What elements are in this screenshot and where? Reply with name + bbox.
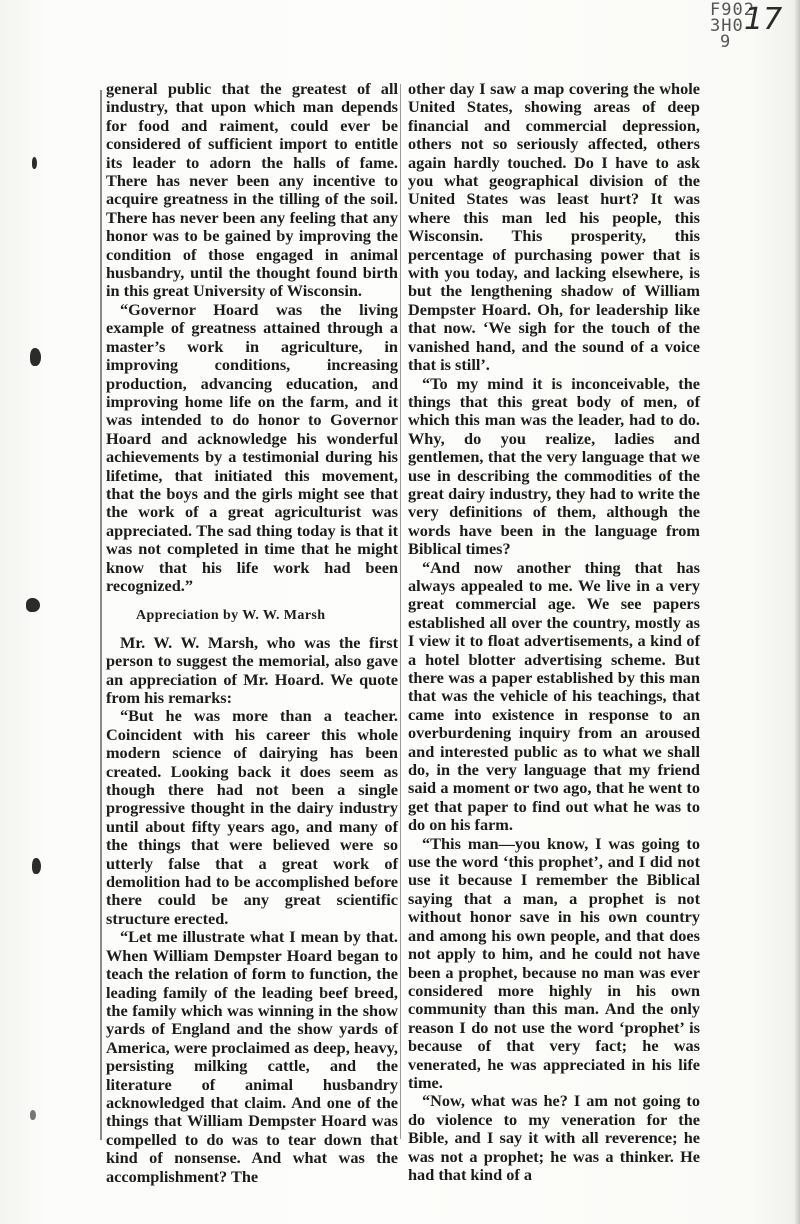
page-number: 17 (744, 2, 783, 37)
right-paragraph-2: “To my mind it is inconceivable, the things that this great body of men, of which this man was the leader, had to do. Why, do you realize, ladies and gentlemen, that the very language that we use in describing the commodities of the great dairy industry, they had to write the very definitions of them, although the words have been in the language from Biblical times? (408, 373, 700, 559)
left-paragraph-2: “Governor Hoard was the living example of greatness attained through a master’s work in agriculture, in improving conditions, increasing production, advancing education, and improving home life on the farm, and it was intended to do honor to Governor Hoard and acknowledge his wonderful achievements by a testimonial during his lifetime, that initiated this movement, that the boys and the girls might see that the work of a great agriculturist was appreciated. The sad thing today is that it was not completed in time that he might know that his life work had been recognized.” (106, 299, 398, 595)
column-divider (400, 84, 401, 1139)
left-column (106, 80, 398, 1186)
annotation-line-2: 3H0 (710, 16, 744, 36)
left-paragraph-5: “Let me illustrate what I mean by that. When William Dempster Hoard began to teach the relation of form to function, the leading family of the leading beef breed, the family which was winning in the show yards of England and the show yards of America, were proclaimed as deep, heavy, persisting milking cattle, and the literature of animal husbandry acknowledged that claim. And one of the things that William Dempster Hoard was compelled to do was to tear down that kind of nonsense. And what was the accomplishment? The (106, 927, 398, 1186)
margin-mark-1 (32, 157, 37, 169)
right-paragraph-5: “Now, what was he? I am not going to do violence to my veneration for the Bible, and I say it with all reverence; he was not a prophet; he was a thinker. He had that kind of a (408, 1091, 700, 1184)
right-column (408, 80, 700, 1184)
margin-mark-5 (30, 1110, 36, 1120)
section-heading: Appreciation by W. W. Marsh (136, 608, 326, 624)
margin-mark-2 (30, 348, 41, 366)
margin-mark-3 (26, 598, 40, 612)
right-paragraph-3: “And now another thing that has always appealed to me. We live in a very great commercial age. We see papers established all over the country, mostly as I view it to float advertisements, a kind of a hotel blotter advertising scheme. But there was a paper established by this man that was the vehicle of his teachings, that came into existence in response to an overburdening inquiry from an aroused and interested public as to what we shall do, in the very language that my friend said a moment or two ago, that he went to get that paper to find out what he was to do on his farm. (408, 557, 700, 835)
page-edge-shadow (794, 0, 800, 1224)
annotation-line-1: F902 (710, 0, 755, 20)
clipping-left-edge (100, 90, 102, 1140)
newspaper-clipping (100, 76, 704, 1186)
left-paragraph-4: “But he was more than a teacher. Coincident with his career this whole modern science of dairying has been created. Looking back it does seem as though there had not been a single progressive thought in the dairy industry until about fifty years ago, and many of the things that were believed were so utterly false that a great work of demolition had to be accomplished before there could be any great scientific structure erected. (106, 706, 398, 928)
left-paragraph-1: general public that the greatest of all industry, that upon which man depends for food and raiment, could ever be considered of sufficient import to entitle its leader to adorn the halls of fame. There has never been any incentive to acquire greatness in the tilling of the soil. There has never been any feeling that any honor was to be gained by improving the condition of those engaged in animal husbandry, until the thought found birth in this great University of Wisconsin. (106, 79, 398, 301)
right-paragraph-4: “This man—you know, I was going to use the word ‘this prophet’, and I did not use it because I remember the Biblical saying that a man, a prophet is not without honor save in his own country and among his own people, and that does not apply to him, and he could not have been a prophet, because no man was ever considered more highly in his own community than this man. And the only reason I do not use the word ‘prophet’ is because of that very fact; he was venerated, he was appreciated in his life time. (408, 833, 700, 1092)
annotation-line-3: 9 (720, 32, 732, 52)
right-paragraph-1: other day I saw a map covering the whole United States, showing areas of deep financial and commercial depression, others not so seriously affected, others again hardly touched. Do I have to ask you what geographical division of the United States was least hurt? It was where this man led his people, this Wisconsin. This prosperity, this percentage of purchasing power that is with you today, and lacking elsewhere, is but the lengthening shadow of William Dempster Hoard. Oh, for leadership like that now. ‘We sigh for the touch of the vanished hand, and the sound of a voice that is still’. (408, 79, 700, 375)
margin-mark-4 (32, 858, 41, 874)
left-paragraph-3: Mr. W. W. Marsh, who was the first person to suggest the memorial, also gave an appreciation of Mr. Hoard. We quote from his remarks: (106, 632, 398, 707)
